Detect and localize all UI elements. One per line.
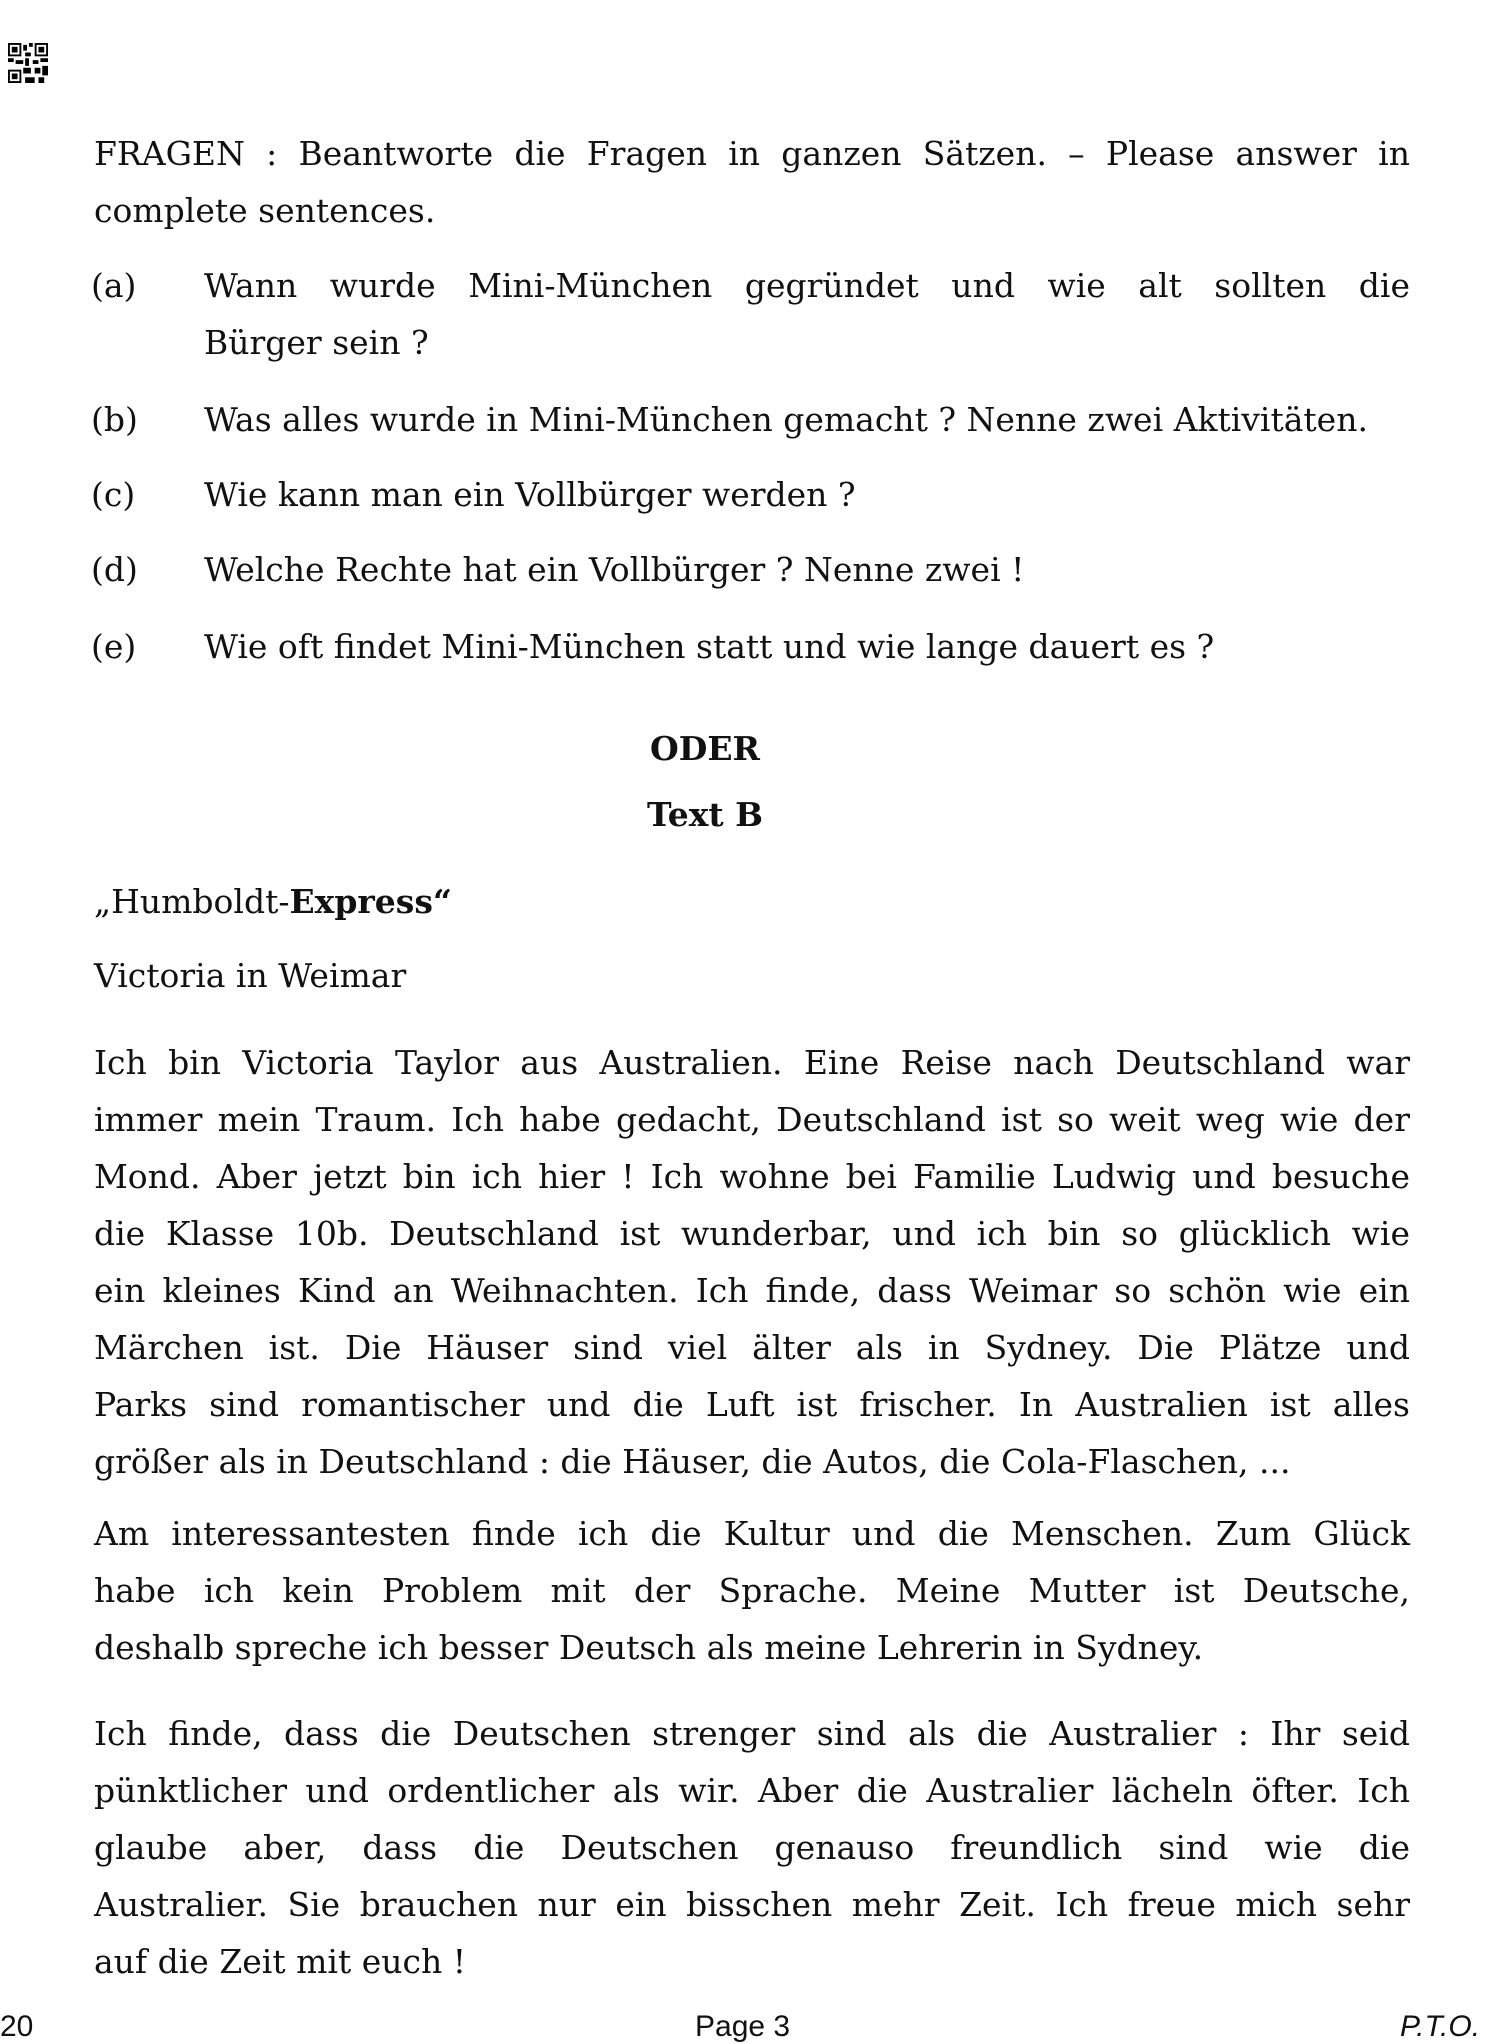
article-title [94,873,1410,930]
question-d [91,541,1431,598]
question-text: Welche Rechte hat ein Vollbürger ? Nenne zwei ! [204,550,1025,589]
article-paragraph-1 [94,1034,1410,1490]
article-subtitle: Victoria in Weimar [94,956,407,995]
text-b-heading: Text B [646,795,764,834]
text-line: FRAGEN : Beantworte die Fragen in ganzen Sätzen. – Please answer in [94,134,1410,173]
question-text: Wann wurde Mini-München gegründet und wie alt sollten die [204,266,1410,305]
text-line: glaube aber, dass die Deutschen genauso freundlich sind wie die [94,1828,1410,1867]
text-line: Ich finde, dass die Deutschen strenger sind als die Australier : Ihr seid [94,1714,1410,1753]
question-text: Wie kann man ein Vollbürger werden ? [204,475,856,514]
question-c [91,466,1431,523]
text-line: auf die Zeit mit euch ! [94,1942,466,1981]
question-label: (a) [91,266,137,305]
text-line: complete sentences. [94,191,436,230]
oder-heading: ODER [650,729,760,768]
text-line: größer als in Deutschland : die Häuser, die Autos, die Cola-Flaschen, ... [94,1442,1291,1481]
question-text: Was alles wurde in Mini-München gemacht ? Nenne zwei Aktivitäten. [204,400,1368,439]
footer-page-number: Page 3 [695,2010,791,2043]
text-line: pünktlicher und ordentlicher als wir. Aber die Australier lächeln öfter. Ich [94,1771,1410,1810]
text-line: ein kleines Kind an Weihnachten. Ich finde, dass Weimar so schön wie ein [94,1271,1410,1310]
text-line: Parks sind romantischer und die Luft ist frischer. In Australien ist alles [94,1385,1410,1424]
article-title-prefix: „Humboldt- [94,882,290,921]
text-line: Australier. Sie brauchen nur ein bisschen mehr Zeit. Ich freue mich sehr [94,1885,1410,1924]
footer-code: 20 [0,2010,34,2043]
question-a [91,257,1410,371]
question-label: (d) [91,550,138,589]
article-paragraph-2 [94,1505,1410,1676]
text-line: immer mein Traum. Ich habe gedacht, Deutschland ist so weit weg wie der [94,1100,1410,1139]
question-label: (b) [91,400,138,439]
text-line: deshalb spreche ich besser Deutsch als meine Lehrerin in Sydney. [94,1628,1204,1667]
text-line: habe ich kein Problem mit der Sprache. Meine Mutter ist Deutsche, [94,1571,1410,1610]
footer-pto: P.T.O. [1400,2010,1481,2043]
article-paragraph-3 [94,1705,1410,1990]
qr-code-icon [7,43,49,83]
text-line: Märchen ist. Die Häuser sind viel älter als in Sydney. Die Plätze und [94,1328,1410,1367]
text-line: Mond. Aber jetzt bin ich hier ! Ich wohne bei Familie Ludwig und besuche [94,1157,1410,1196]
text-line: Am interessantesten finde ich die Kultur und die Menschen. Zum Glück [94,1514,1410,1553]
questions-instruction [94,125,1410,239]
text-line: die Klasse 10b. Deutschland ist wunderbar, und ich bin so glücklich wie [94,1214,1410,1253]
question-label: (c) [91,475,136,514]
question-label: (e) [91,627,137,666]
question-text: Bürger sein ? [204,323,429,362]
text-line: Ich bin Victoria Taylor aus Australien. Eine Reise nach Deutschland war [94,1043,1410,1082]
article-title-bold: Express“ [289,882,452,921]
question-text: Wie oft findet Mini-München statt und wie lange dauert es ? [204,627,1215,666]
question-b [91,391,1431,448]
question-e [91,618,1431,675]
